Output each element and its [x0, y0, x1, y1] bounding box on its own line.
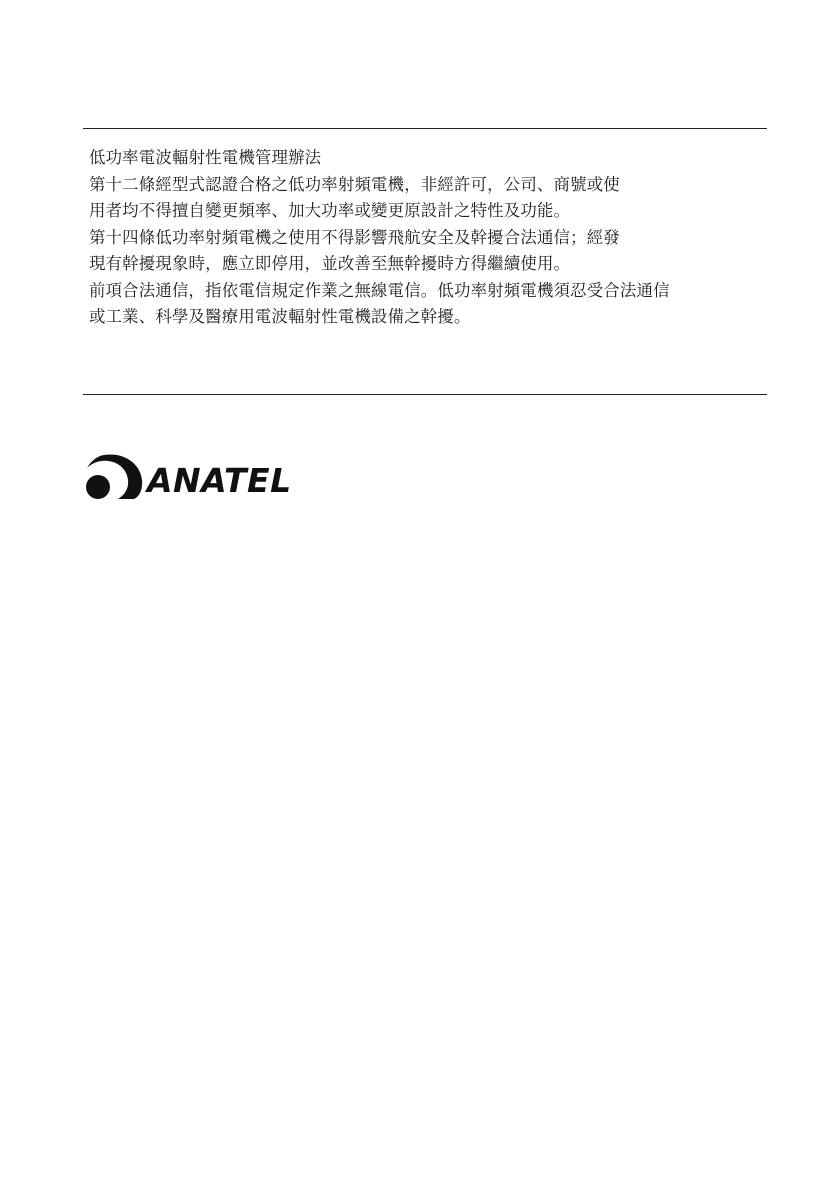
- notice-line: 用者均不得擅自變更頻率、加大功率或變更原設計之特性及功能。: [89, 201, 571, 220]
- notice-line: 現有幹擾現象時，應立即停用，並改善至無幹擾時方得繼續使用。: [89, 254, 571, 273]
- top-divider: [83, 128, 767, 129]
- bottom-divider: [83, 394, 767, 395]
- notice-line: 前項合法通信，指依電信規定作業之無線電信。低功率射頻電機須忍受合法通信: [89, 280, 670, 300]
- regulatory-notice: [89, 145, 765, 331]
- notice-title: 低功率電波輻射性電機管理辦法: [89, 148, 322, 167]
- notice-line: 第十二條經型式認證合格之低功率射頻電機，非經許可，公司、商號或使: [89, 174, 620, 194]
- notice-line: 或工業、科學及醫療用電波輻射性電機設備之幹擾。: [89, 307, 471, 326]
- anatel-wordmark: ANATEL: [147, 460, 292, 500]
- notice-line: 第十四條低功率射頻電機之使用不得影響飛航安全及幹擾合法通信；經發: [89, 227, 620, 247]
- anatel-logo: [82, 452, 292, 500]
- anatel-logo-icon: [82, 452, 144, 500]
